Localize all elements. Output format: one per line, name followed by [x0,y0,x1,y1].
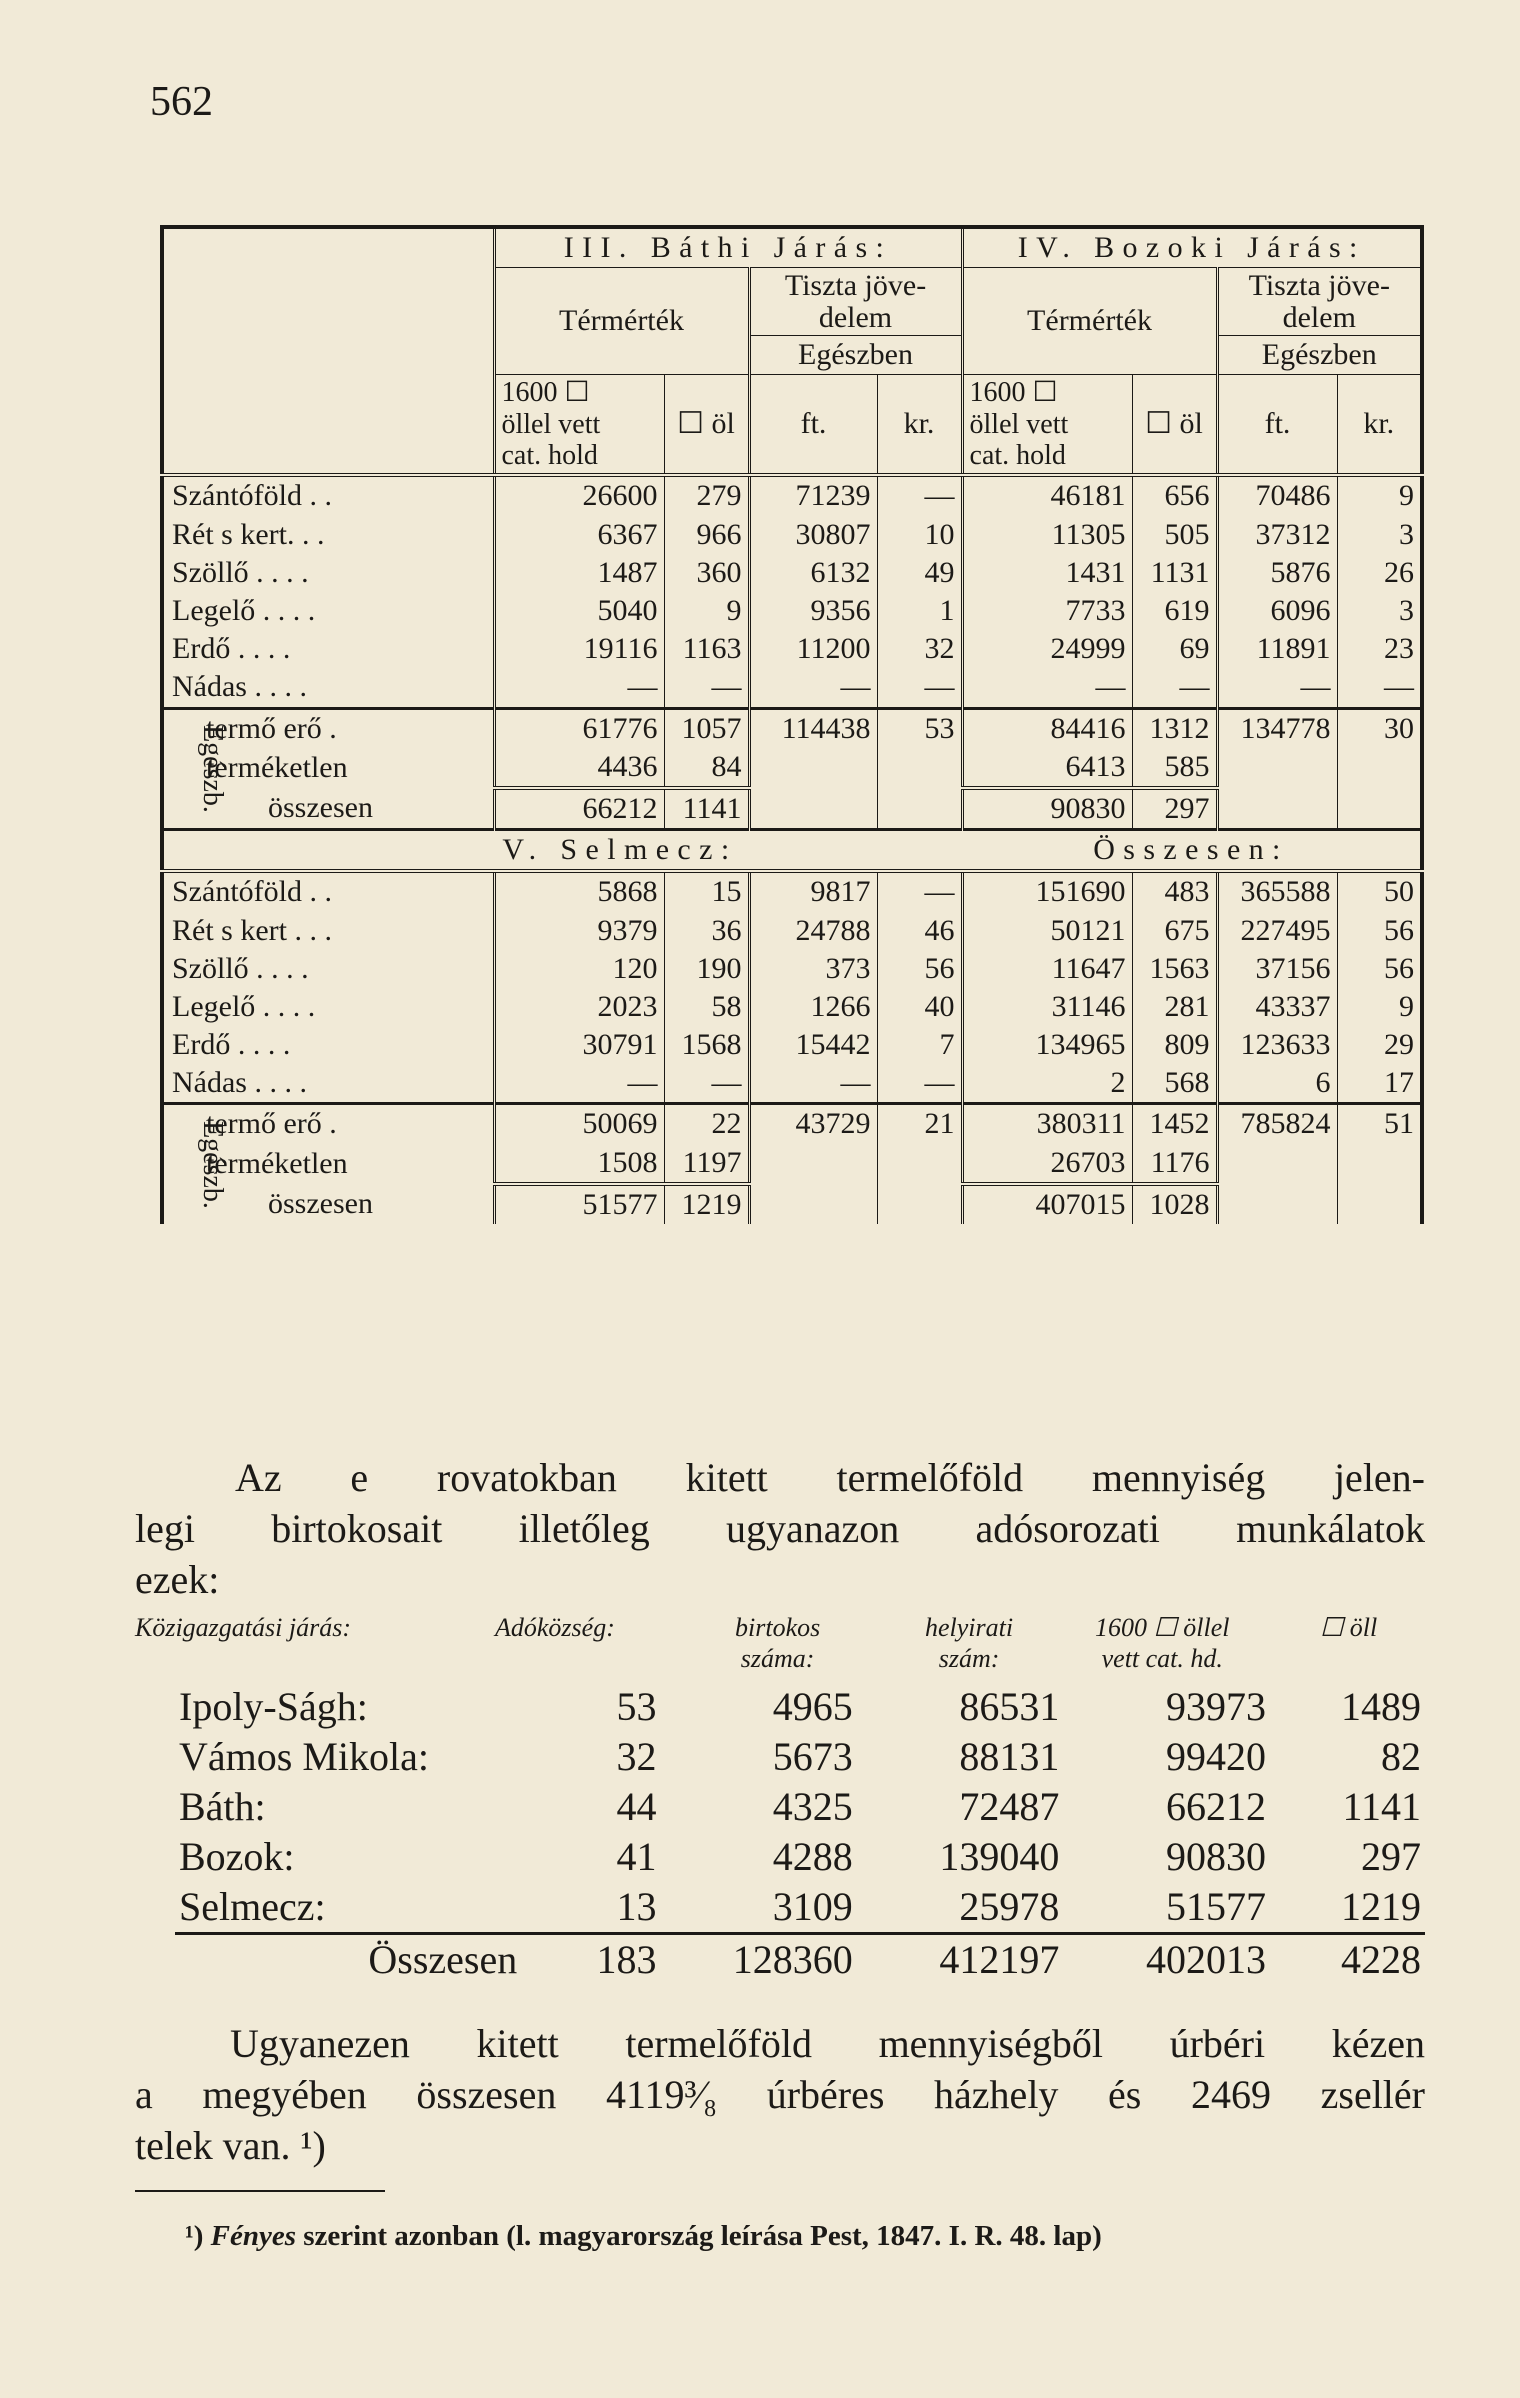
category-label: Erdő . . . . [162,630,494,668]
table-cell: 36 [664,912,749,950]
table-cell: 4288 [772,1834,853,1879]
owners-row [175,1832,1425,1882]
category-label: Szántóföld . . [162,871,494,911]
table-cell: 84416 [962,708,1132,748]
table-cell: 69 [1132,630,1217,668]
table-cell: 50069 [494,1104,664,1144]
table-cell: 3109 [772,1884,853,1929]
tiszta-jovedelem-header: Tiszta jöve- delem [1217,268,1422,336]
table-cell: — [664,1064,749,1104]
district-header-osszesen: Összesen: [962,830,1422,872]
paragraph-line: legi birtokosait illetőleg ugyanazon adósorozati munkálatok [135,1506,1425,1552]
table-cell: 1508 [494,1144,664,1184]
paragraph-line: telek van. ¹) [135,2123,326,2169]
table-cell: 30 [1337,708,1422,748]
table-cell: 53 [616,1684,657,1729]
table-cell: 11305 [962,516,1132,554]
table-cell: 190 [664,950,749,988]
table-cell: 9 [1399,479,1415,513]
termertek-header: Térmérték [494,268,749,375]
table-cell: 134778 [1217,708,1337,748]
upper-summary-osszesen [162,788,1422,830]
category-label: Szántóföld . . [162,475,494,515]
lower-data-row [162,1064,1422,1104]
lower-data-row [162,988,1422,1026]
osszesen-label: összesen [198,1184,494,1224]
district-header-bozok: IV. Bozoki Járás: [962,227,1422,268]
table-cell: 365588 [1217,871,1337,911]
table-cell: 279 [664,475,749,515]
table-cell: 26703 [962,1144,1132,1184]
table-cell: 23 [1384,632,1415,666]
table-cell: 6413 [962,748,1132,788]
category-label: Nádas . . . . [162,668,494,708]
table-cell: 1312 [1132,708,1217,748]
table-cell: 1057 [664,708,749,748]
table-cell: 128360 [661,1934,857,1986]
table-cell: 51 [1337,1104,1422,1144]
lower-summary-osszesen [162,1184,1422,1224]
table-cell: 56 [1384,913,1415,947]
table-cell: 11647 [962,950,1132,988]
table-cell: — [877,1064,962,1104]
upper-data-row [162,630,1422,668]
footnote-text: szerint azonban (l. magyarország leírása Pest, 1847. I. R. 48. lap) [303,2220,1102,2252]
table-cell: 66212 [494,788,664,830]
table-cell: 11891 [1217,630,1337,668]
table-cell: 66212 [1166,1784,1266,1829]
lower-summary-termo [162,1104,1422,1144]
table-cell: 25978 [959,1884,1060,1929]
kr-unit-header: kr. [1337,375,1422,476]
table-cell: 40 [877,988,962,1026]
lower-summary-termeketlen [162,1144,1422,1184]
table-cell: — [664,668,749,708]
kr-unit-header: kr. [877,375,962,476]
table-cell: 1266 [749,988,877,1026]
egeszb-label: Egészb. [196,724,228,813]
table-cell: 1176 [1132,1144,1217,1184]
owners-header-helyirati: helyirati szám: [925,1613,1014,1674]
termo-label: termő erő . [198,1104,494,1144]
upper-body [162,475,1422,708]
table-cell: 53 [877,708,962,748]
owners-header-birtokos: birtokos száma: [735,1613,821,1674]
table-cell: — [877,871,962,911]
table-cell: 123633 [1217,1026,1337,1064]
table-cell: 809 [1132,1026,1217,1064]
table-cell: 505 [1132,516,1217,554]
osszesen-label: összesen [198,788,494,830]
category-label: Erdő . . . . [162,1026,494,1064]
lower-data-row [162,912,1422,950]
table-cell: 2 [962,1064,1132,1104]
table-cell: 1489 [1341,1684,1421,1729]
hold-unit-header: 1600 ☐ öllel vett cat. hold [962,375,1132,476]
table-cell: 1163 [664,630,749,668]
table-cell: 9 [1399,989,1415,1023]
table-cell: 15 [664,871,749,911]
egeszben-header: Egészben [749,336,962,375]
category-label: Legelő . . . . [162,988,494,1026]
owners-district-label: Ipoly-Ságh: [179,1684,368,1729]
category-label: Rét s kert . . . [162,912,494,950]
district-header-selmecz: V. Selmecz: [162,830,962,872]
table-cell: 26600 [494,475,664,515]
table-cell: 1219 [1341,1884,1421,1929]
ol-unit-header: ☐ öl [664,375,749,476]
upper-data-row [162,668,1422,708]
owners-row [175,1732,1425,1782]
table-cell: 32 [877,630,962,668]
upper-header-districts [162,227,1422,268]
table-cell: 1219 [664,1184,749,1224]
owners-total-row [175,1934,1425,1986]
table-cell: 15442 [749,1026,877,1064]
table-cell: 412197 [857,1934,1064,1986]
upper-summary-termo [162,708,1422,748]
ft-unit-header: ft. [749,375,877,476]
table-cell: 5040 [494,592,664,630]
lower-data-row [162,950,1422,988]
table-cell: 37156 [1217,950,1337,988]
table-cell: 19116 [494,630,664,668]
table-cell: 9817 [749,871,877,911]
category-label: Nádas . . . . [162,1064,494,1104]
table-cell: 51577 [1166,1884,1266,1929]
table-cell: 44 [616,1784,657,1829]
table-cell: 3 [1399,594,1415,628]
table-cell: — [494,1064,664,1104]
table-cell: 1487 [494,554,664,592]
page-number: 562 [150,79,213,125]
table-cell: 1563 [1132,950,1217,988]
table-cell: 84 [664,748,749,788]
table-cell: 32 [616,1734,657,1779]
lower-data-row [162,1026,1422,1064]
table-cell: 46181 [962,475,1132,515]
table-cell: 114438 [749,708,877,748]
table-cell: 9356 [749,592,877,630]
table-cell: 43729 [749,1104,877,1144]
table-cell: 6096 [1217,592,1337,630]
table-cell: 51577 [494,1184,664,1224]
paragraph-line: Ugyanezen kitett termelőföld mennyiségből úrbéri kézen [230,2021,1425,2066]
table-cell: 402013 [1063,1934,1270,1986]
upper-data-row [162,554,1422,592]
lower-body [162,871,1422,1104]
table-cell: 30807 [749,516,877,554]
table-cell: 9379 [494,912,664,950]
table-cell: 407015 [962,1184,1132,1224]
owners-row [175,1782,1425,1832]
owners-header-adokozseg: Adóközség: [495,1613,615,1642]
table-cell: 70486 [1217,475,1337,515]
table-cell: 99420 [1166,1734,1266,1779]
table-cell: 29 [1384,1028,1415,1062]
table-cell: 1141 [1342,1784,1421,1829]
category-label: Rét s kert. . . [162,516,494,554]
termeketlen-label: terméketlen [198,1144,494,1184]
upper-data-row [162,516,1422,554]
table-cell: 46 [877,912,962,950]
table-cell: 58 [664,988,749,1026]
table-cell: 13 [616,1884,657,1929]
table-cell: 56 [877,950,962,988]
table-cell: 1141 [664,788,749,830]
table-cell: 134965 [962,1026,1132,1064]
table-cell: 1197 [664,1144,749,1184]
table-cell: 585 [1132,748,1217,788]
table-cell: 6 [1217,1064,1337,1104]
table-cell: 227495 [1217,912,1337,950]
table-cell: 5876 [1217,554,1337,592]
footnote [185,2220,1102,2253]
upper-data-row [162,475,1422,515]
table-cell: 373 [749,950,877,988]
table-cell: 90830 [1166,1834,1266,1879]
table-cell: 72487 [959,1784,1060,1829]
table-cell: 4965 [772,1684,853,1729]
table-cell: 675 [1132,912,1217,950]
owners-table [175,1682,1425,1985]
table-cell: 50 [1384,875,1415,909]
table-cell: 1431 [962,554,1132,592]
owners-district-label: Báth: [179,1784,266,1829]
paragraph-intro [135,1452,1425,1606]
table-cell: 88131 [959,1734,1060,1779]
table-cell: 4325 [772,1784,853,1829]
table-cell: 61776 [494,708,664,748]
paragraph-urberi [135,2018,1425,2172]
table-cell: 1452 [1132,1104,1217,1144]
table-cell: 139040 [939,1834,1060,1879]
table-cell: 120 [494,950,664,988]
table-cell: — [962,668,1132,708]
tiszta-jovedelem-header: Tiszta jöve- delem [749,268,962,336]
table-cell: 483 [1132,871,1217,911]
category-label: Legelő . . . . [162,592,494,630]
paragraph-line: ezek: [135,1557,220,1603]
table-cell: 6132 [749,554,877,592]
table-cell: 656 [1132,475,1217,515]
table-cell: 24999 [962,630,1132,668]
owners-district-label: Selmecz: [179,1884,326,1929]
table-cell: — [1384,670,1415,704]
table-cell: 4436 [494,748,664,788]
owners-district-label: Vámos Mikola: [179,1734,429,1779]
table-cell: 3 [1399,517,1415,551]
table-cell: 86531 [959,1684,1060,1729]
table-cell: 297 [1132,788,1217,830]
owners-row [175,1682,1425,1732]
egeszb-label: Egészb. [196,1120,228,1209]
table-cell: 619 [1132,592,1217,630]
table-cell: 5868 [494,871,664,911]
table-cell: 360 [664,554,749,592]
table-cell: 1568 [664,1026,749,1064]
table-cell: 297 [1361,1834,1421,1879]
owners-header-jaras: Közigazgatási járás: [135,1613,351,1642]
table-cell: 22 [664,1104,749,1144]
table-cell: 56 [1384,951,1415,985]
owners-total-label: Összesen [175,1934,557,1986]
table-cell: — [749,1064,877,1104]
table-cell: — [877,668,962,708]
table-cell: 24788 [749,912,877,950]
termeketlen-label: terméketlen [198,748,494,788]
footnote-rule [135,2190,385,2192]
table-cell: 6367 [494,516,664,554]
table-cell: 568 [1132,1064,1217,1104]
table-cell: 93973 [1166,1684,1266,1729]
table-cell: — [877,475,962,515]
table-cell: 1 [877,592,962,630]
lower-data-row [162,871,1422,911]
table-cell: 4228 [1270,1934,1425,1986]
table-cell: — [749,668,877,708]
table-cell: — [1132,668,1217,708]
upper-summary-termeketlen [162,748,1422,788]
table-cell: 2023 [494,988,664,1026]
table-cell: 183 [557,1934,660,1986]
owners-header-ol: ☐ öll [1320,1613,1378,1642]
table-cell: 17 [1384,1066,1415,1100]
table-cell: 7733 [962,592,1132,630]
paragraph-line: Az e rovatokban kitett termelőföld mennyiség jelen- [235,1455,1425,1500]
paragraph-line: a megyében összesen 4119³⁄₈ úrbéres házhely és 2469 zsellér [135,2072,1425,2118]
table-cell: 90830 [962,788,1132,830]
district-header-bath: III. Báthi Járás: [494,227,962,268]
table-cell: 41 [616,1834,657,1879]
table-cell: 37312 [1217,516,1337,554]
table-cell: 71239 [749,475,877,515]
table-cell: 1028 [1132,1184,1217,1224]
hold-unit-header: 1600 ☐ öllel vett cat. hold [494,375,664,476]
table-cell: 380311 [962,1104,1132,1144]
table-cell: 30791 [494,1026,664,1064]
table-cell: 11200 [749,630,877,668]
table-cell: 281 [1132,988,1217,1026]
table-cell: 49 [877,554,962,592]
table-cell: — [494,668,664,708]
table-cell: 31146 [962,988,1132,1026]
category-label: Szöllő . . . . [162,950,494,988]
footnote-mark: ¹) [185,2220,204,2252]
land-statistics-table [160,225,1424,1224]
table-cell: — [1217,668,1337,708]
table-cell: 1131 [1132,554,1217,592]
lower-header-districts [162,830,1422,872]
termo-label: termő erő . [198,708,494,748]
table-cell: 43337 [1217,988,1337,1026]
ft-unit-header: ft. [1217,375,1337,476]
footnote-author: Fényes [210,2220,296,2252]
table-cell: 26 [1384,555,1415,589]
owners-row [175,1882,1425,1934]
table-cell: 82 [1381,1734,1421,1779]
table-cell: 7 [877,1026,962,1064]
table-cell: 151690 [962,871,1132,911]
owners-header-hold: 1600 ☐ öllel vett cat. hd. [1095,1613,1230,1674]
termertek-header: Térmérték [962,268,1217,375]
ol-unit-header: ☐ öl [1132,375,1217,476]
table-cell: 21 [877,1104,962,1144]
table-cell: 9 [664,592,749,630]
upper-unit-header [162,375,1422,476]
category-label: Szöllő . . . . [162,554,494,592]
table-cell: 785824 [1217,1104,1337,1144]
table-cell: 5673 [772,1734,853,1779]
table-cell: 50121 [962,912,1132,950]
owners-district-label: Bozok: [179,1834,295,1879]
upper-data-row [162,592,1422,630]
egeszben-header: Egészben [1217,336,1422,375]
table-cell: 966 [664,516,749,554]
table-cell: 10 [877,516,962,554]
